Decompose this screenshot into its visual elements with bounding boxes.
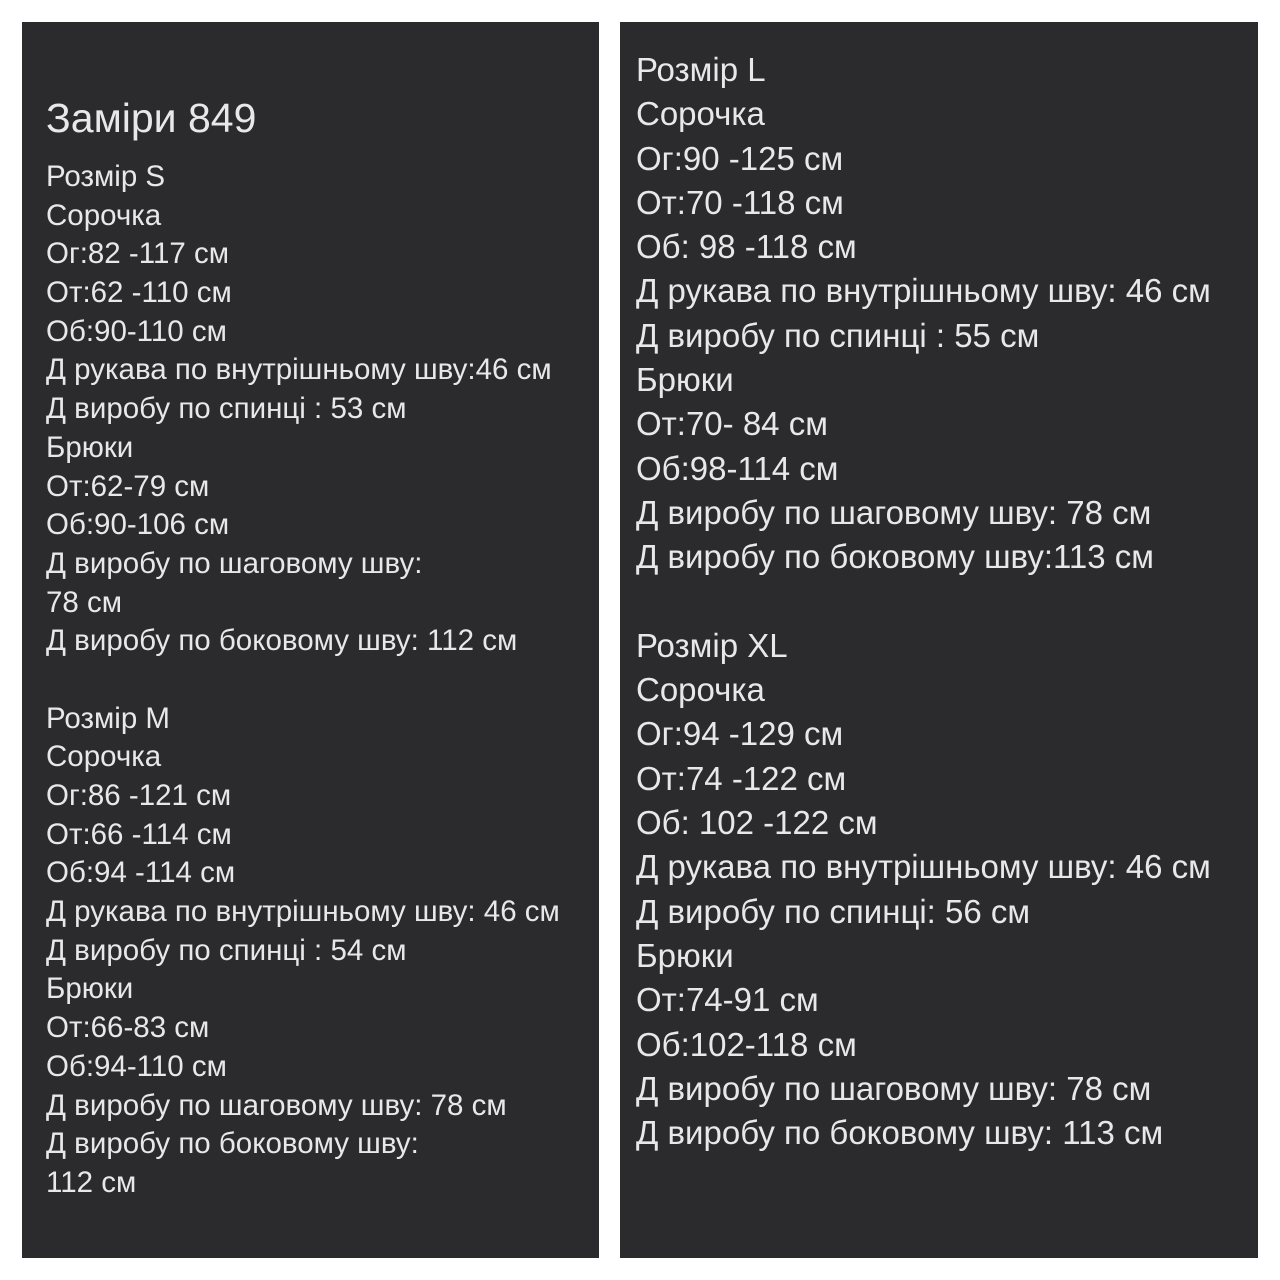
side-seam-length: Д виробу по боковому шву: 112 см <box>46 624 518 658</box>
trousers-label: Брюки <box>46 430 134 464</box>
trousers-hip: Об:90-106 см <box>46 508 230 542</box>
waist-measure: От:66 -114 см <box>46 817 232 851</box>
shirt-label: Сорочка <box>636 95 765 133</box>
side-seam-length: Д виробу по боковому шву: 113 см <box>636 1114 1164 1152</box>
sleeve-length: Д рукава по внутрішньому шву: 46 см <box>636 848 1211 886</box>
waist-measure: От:70 -118 см <box>636 183 844 221</box>
size-m-block <box>46 700 560 1203</box>
size-heading: Розмір XL <box>636 626 788 664</box>
side-seam-length: Д виробу по боковому шву:113 см <box>636 538 1154 576</box>
sleeve-length: Д рукава по внутрішньому шву:46 см <box>46 353 552 387</box>
back-length: Д виробу по спинці : 55 см <box>636 316 1040 354</box>
hip-measure: Об:90-110 см <box>46 314 227 348</box>
trousers-waist: От:62-79 см <box>46 469 210 503</box>
sleeve-length: Д рукава по внутрішньому шву: 46 см <box>46 895 560 929</box>
trousers-hip: Об:94-110 см <box>46 1049 227 1083</box>
hip-measure: Об:94 -114 см <box>46 856 236 890</box>
size-s-block <box>46 158 560 661</box>
hip-measure: Об: 102 -122 см <box>636 804 878 842</box>
sleeve-length: Д рукава по внутрішньому шву: 46 см <box>636 272 1211 310</box>
shirt-label: Сорочка <box>636 671 765 709</box>
inseam-length: Д виробу по шаговому шву: 78 см <box>636 493 1152 531</box>
hip-measure: Об: 98 -118 см <box>636 228 857 266</box>
inseam-length-value: 78 см <box>46 585 123 619</box>
back-length: Д виробу по спинці: 56 см <box>636 892 1031 930</box>
waist-measure: От:74 -122 см <box>636 759 847 797</box>
side-seam-length-label: Д виробу по боковому шву: <box>46 1127 419 1161</box>
inseam-length-label: Д виробу по шаговому шву: <box>46 546 423 580</box>
size-l-block <box>636 48 1211 580</box>
page-title: Заміри 849 <box>46 95 257 141</box>
chest-measure: Ог:86 -121 см <box>46 779 232 812</box>
left-panel <box>22 22 599 1258</box>
size-heading: Розмір L <box>636 51 766 88</box>
size-heading: Розмір M <box>46 701 170 735</box>
trousers-waist: От:66-83 см <box>46 1011 210 1045</box>
trousers-waist: От:70- 84 см <box>636 405 828 443</box>
trousers-hip: Об:102-118 см <box>636 1025 857 1063</box>
size-xl-block <box>636 624 1211 1156</box>
left-column <box>46 94 560 1203</box>
back-length: Д виробу по спинці : 54 см <box>46 933 407 967</box>
trousers-waist: От:74-91 см <box>636 981 819 1019</box>
chest-measure: Ог:94 -129 см <box>636 715 844 753</box>
chest-measure: Ог:90 -125 см <box>636 139 844 177</box>
chest-measure: Ог:82 -117 см <box>46 237 229 271</box>
shirt-label: Сорочка <box>46 198 162 232</box>
inseam-length: Д виробу по шаговому шву: 78 см <box>636 1069 1152 1107</box>
trousers-label: Брюки <box>46 972 134 1006</box>
spacer <box>636 580 1211 624</box>
waist-measure: От:62 -110 см <box>46 276 232 310</box>
trousers-label: Брюки <box>636 936 734 974</box>
right-column <box>636 48 1211 1155</box>
size-heading: Розмір S <box>46 160 166 193</box>
inseam-length: Д виробу по шаговому шву: 78 см <box>46 1088 507 1122</box>
spacer <box>46 661 560 700</box>
side-seam-length-value: 112 см <box>46 1165 137 1199</box>
shirt-label: Сорочка <box>46 740 162 774</box>
right-panel <box>620 22 1258 1258</box>
trousers-label: Брюки <box>636 361 734 399</box>
trousers-hip: Об:98-114 см <box>636 449 839 487</box>
back-length: Д виробу по спинці : 53 см <box>46 392 407 426</box>
